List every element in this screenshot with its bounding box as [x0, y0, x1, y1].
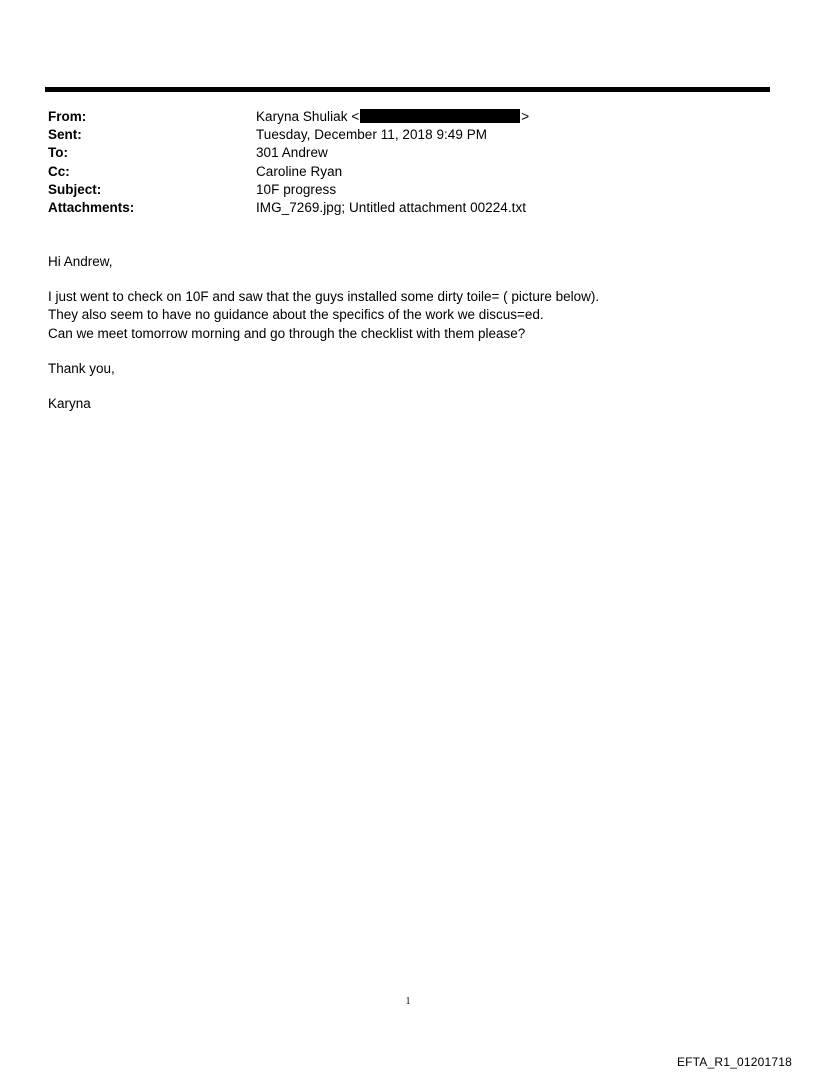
- message-line: I just went to check on 10F and saw that the guys installed some dirty toile= ( picture below).: [48, 289, 600, 305]
- to-row: [48, 144, 748, 162]
- message-line: They also seem to have no guidance about the specifics of the work we discus=ed.: [48, 307, 544, 323]
- email-open-bracket: <: [351, 109, 360, 124]
- sent-row: [48, 126, 748, 144]
- cc-label: Cc:: [48, 163, 70, 179]
- attachments-value: IMG_7269.jpg; Untitled attachment 00224.txt: [256, 199, 527, 215]
- sent-label: Sent:: [48, 127, 82, 143]
- from-value: [256, 108, 529, 126]
- sent-value: Tuesday, December 11, 2018 9:49 PM: [256, 127, 488, 143]
- message-line: Can we meet tomorrow morning and go through the checklist with them please?: [48, 325, 526, 341]
- greeting: Hi Andrew,: [48, 254, 113, 269]
- redaction-box: [360, 109, 520, 123]
- subject-label: Subject:: [48, 181, 102, 197]
- email-body: [48, 253, 768, 430]
- document-id: EFTA_R1_01201718: [676, 1055, 792, 1069]
- subject-row: [48, 181, 748, 199]
- message-paragraph: [48, 288, 768, 343]
- email-headers: [48, 108, 748, 217]
- email-close-bracket: >: [521, 109, 530, 124]
- subject-value: 10F progress: [256, 181, 337, 197]
- cc-value: Caroline Ryan: [256, 163, 343, 179]
- cc-row: [48, 163, 748, 181]
- sender-name: Karyna Shuliak: [256, 109, 348, 124]
- from-row: [48, 108, 748, 126]
- page-number: 1: [405, 996, 411, 1007]
- header-rule: [45, 87, 770, 92]
- attachments-label: Attachments:: [48, 199, 135, 215]
- to-value: 301 Andrew: [256, 145, 328, 161]
- to-label: To:: [48, 145, 68, 161]
- signature: Karyna: [48, 396, 91, 412]
- from-label: From:: [48, 109, 87, 124]
- attachments-row: [48, 199, 748, 217]
- closing: Thank you,: [48, 360, 115, 376]
